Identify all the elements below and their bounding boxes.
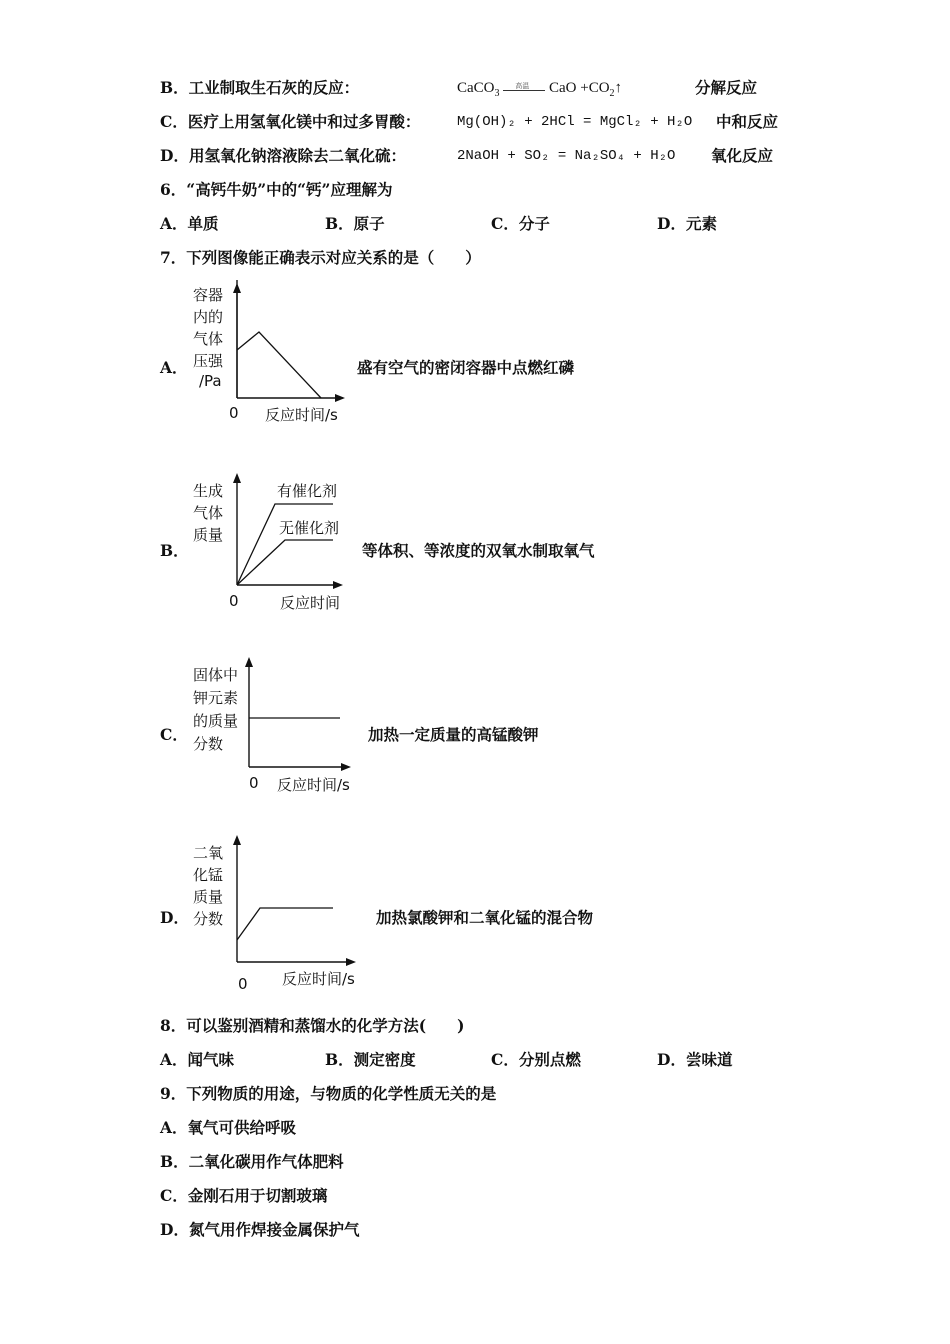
q5-b-equation xyxy=(457,78,622,104)
y-axis-arrow xyxy=(233,835,241,845)
equation-subscript: 2 xyxy=(609,88,615,99)
q9-option-b: B．二氧化碳用作气体肥料 xyxy=(160,1152,344,1171)
x-label: 反应时间/s xyxy=(282,970,355,988)
origin-label: 0 xyxy=(249,774,259,792)
y-label-line: 内的 xyxy=(193,308,224,326)
x-label: 反应时间 xyxy=(280,594,341,612)
y-label-line: 气体 xyxy=(193,504,224,522)
q8-option-c: C．分别点燃 xyxy=(491,1050,581,1069)
y-label-line: 质量 xyxy=(193,888,224,906)
x-axis-arrow xyxy=(333,581,343,589)
graph-b-letter: B． xyxy=(160,541,189,560)
q5-option-c xyxy=(160,112,420,132)
y-label-line: 压强 xyxy=(193,352,224,370)
y-label-line: 气体 xyxy=(193,330,224,348)
q9-option-c: C．金刚石用于切割玻璃 xyxy=(160,1186,328,1205)
y-axis-arrow xyxy=(245,657,253,667)
y-label-line: 二氧 xyxy=(193,844,224,862)
y-label-line: 固体中 xyxy=(193,666,239,684)
y-label-line: 容器 xyxy=(193,286,224,304)
graph-a xyxy=(185,280,365,430)
option-text: 工业制取生石灰的反应： xyxy=(188,78,360,97)
graph-a-description: 盛有空气的密闭容器中点燃红磷 xyxy=(357,358,575,377)
y-label-line: 化锰 xyxy=(193,866,224,884)
y-label-line: 分数 xyxy=(193,910,224,928)
q6-option-c: C．分子 xyxy=(491,214,550,233)
graph-d-description: 加热氯酸钾和二氧化锰的混合物 xyxy=(376,908,594,927)
q8-stem: 8．可以鉴别酒精和蒸馏水的化学方法( ) xyxy=(160,1016,465,1035)
origin-label: 0 xyxy=(229,404,239,422)
reaction-condition xyxy=(503,82,545,96)
graph-b xyxy=(185,470,370,615)
y-label-line: /Pa xyxy=(199,372,222,390)
graph-c-letter: C． xyxy=(160,725,188,744)
y-label-line: 质量 xyxy=(193,526,224,544)
equation-subscript: 3 xyxy=(494,88,500,99)
q6-option-a: A．单质 xyxy=(160,214,219,233)
x-label: 反应时间/s xyxy=(277,776,350,794)
q9-option-d: D．氮气用作焊接金属保护气 xyxy=(160,1220,360,1239)
q9-stem: 9．下列物质的用途，与物质的化学性质无关的是 xyxy=(160,1084,497,1103)
option-letter: C． xyxy=(160,112,188,131)
y-label-line: 的质量 xyxy=(193,712,239,730)
equation-lhs: CaCO xyxy=(457,80,495,96)
q6-option-d: D．元素 xyxy=(657,214,717,233)
without-catalyst-curve xyxy=(237,540,333,585)
equation-rhs: CaO +CO xyxy=(549,80,610,96)
origin-label: 0 xyxy=(238,975,248,993)
q5-c-equation: Mg(OH)₂ + 2HCl = MgCl₂ + H₂O xyxy=(457,114,693,130)
q6-stem: 6．“高钙牛奶”中的“钙”应理解为 xyxy=(160,180,393,199)
q8-option-b: B．测定密度 xyxy=(325,1050,416,1069)
graph-a-letter: A． xyxy=(160,358,188,377)
x-axis-arrow xyxy=(335,394,345,402)
x-axis-arrow xyxy=(341,763,351,771)
q5-b-type: 分解反应 xyxy=(695,78,758,97)
y-axis-arrow xyxy=(233,283,241,293)
option-letter: D． xyxy=(160,146,189,165)
origin-label: 0 xyxy=(229,592,239,610)
graph-c-description: 加热一定质量的高锰酸钾 xyxy=(368,725,539,744)
q5-d-type: 氧化反应 xyxy=(711,146,774,165)
q8-option-d: D．尝味道 xyxy=(657,1050,733,1069)
graph-c xyxy=(185,654,370,799)
q8-option-a: A．闻气味 xyxy=(160,1050,235,1069)
condition-text: 高温 xyxy=(515,81,530,90)
graph-b-description: 等体积、等浓度的双氧水制取氧气 xyxy=(362,541,595,560)
gas-arrow: ↑ xyxy=(614,80,623,96)
q7-stem: 7．下列图像能正确表示对应关系的是（ ） xyxy=(160,248,481,267)
option-text: 用氢氧化钠溶液除去二氧化硫： xyxy=(188,146,406,165)
pressure-curve xyxy=(237,332,321,398)
q6-option-b: B．原子 xyxy=(325,214,385,233)
x-label: 反应时间/s xyxy=(265,406,338,424)
q9-option-a: A．氧气可供给呼吸 xyxy=(160,1118,297,1137)
x-axis-arrow xyxy=(346,958,356,966)
with-catalyst-label: 有催化剂 xyxy=(277,482,338,500)
q5-option-d xyxy=(160,146,406,166)
q5-c-type: 中和反应 xyxy=(716,112,779,131)
y-label-line: 生成 xyxy=(193,482,224,500)
q5-d-equation: 2NaOH + SO₂ = Na₂SO₄ + H₂O xyxy=(457,148,676,164)
graph-d-letter: D． xyxy=(160,908,189,927)
option-letter: B． xyxy=(160,78,189,97)
option-text: 医疗上用氢氧化镁中和过多胃酸： xyxy=(187,112,421,131)
with-catalyst-curve xyxy=(237,504,333,585)
y-label-line: 分数 xyxy=(193,735,224,753)
q5-option-b xyxy=(160,78,359,98)
y-axis-arrow xyxy=(233,473,241,483)
mno2-fraction-curve xyxy=(237,908,333,940)
without-catalyst-label: 无催化剂 xyxy=(279,519,340,537)
y-label-line: 钾元素 xyxy=(193,689,239,707)
graph-d xyxy=(185,832,375,994)
